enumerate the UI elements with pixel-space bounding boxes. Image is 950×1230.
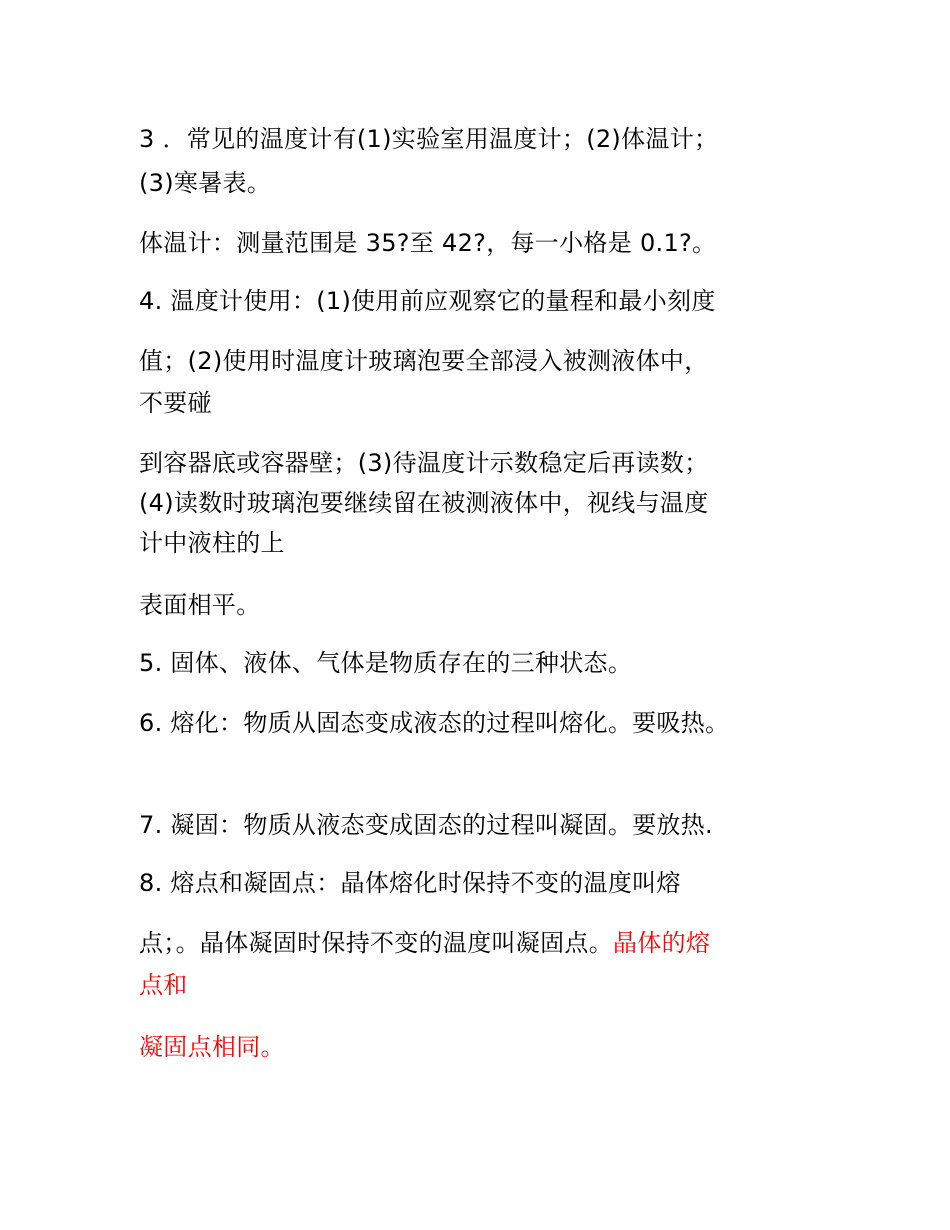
text-line-item5: 5. 固体、液体、气体是物质存在的三种状态。 (139, 649, 633, 677)
text-line-item4-part5: (4)读数时玻璃泡要继续留在被测液体中，视线与温度 (139, 489, 709, 517)
text-line-item8-part2 (139, 926, 710, 960)
text-line-item3-part1: 3 ．常见的温度计有(1)实验室用温度计；(2)体温计； (139, 125, 719, 153)
text-line-item3-part2: (3)寒暑表。 (139, 169, 272, 197)
melting-point-text: 点；。晶体凝固时保持不变的温度叫凝固点。 (139, 929, 613, 957)
text-line-thermometer-range: 体温计：测量范围是 35?至 42?，每一小格是 0.1?。 (139, 229, 717, 257)
highlighted-text-part2: 点和 (139, 971, 188, 999)
text-line-item4-part6: 计中液柱的上 (139, 529, 285, 557)
text-line-item7: 7. 凝固：物质从液态变成固态的过程叫凝固。要放热. (139, 811, 713, 839)
text-line-item4-part3: 不要碰 (139, 389, 212, 417)
highlighted-text-part1: 晶体的熔 (613, 929, 711, 957)
text-line-item8-part1: 8. 熔点和凝固点：晶体熔化时保持不变的温度叫熔 (139, 869, 681, 897)
text-line-item4-part7: 表面相平。 (139, 591, 261, 619)
text-line-item4-part4: 到容器底或容器壁；(3)待温度计示数稳定后再读数； (139, 449, 709, 477)
text-line-item4-part1: 4. 温度计使用：(1)使用前应观察它的量程和最小刻度 (139, 287, 716, 315)
text-line-item6: 6. 熔化：物质从固态变成液态的过程叫熔化。要吸热。 (139, 709, 730, 737)
text-line-item4-part2: 值；(2)使用时温度计玻璃泡要全部浸入被测液体中， (139, 347, 709, 375)
highlighted-text-part3: 凝固点相同。 (139, 1033, 285, 1061)
